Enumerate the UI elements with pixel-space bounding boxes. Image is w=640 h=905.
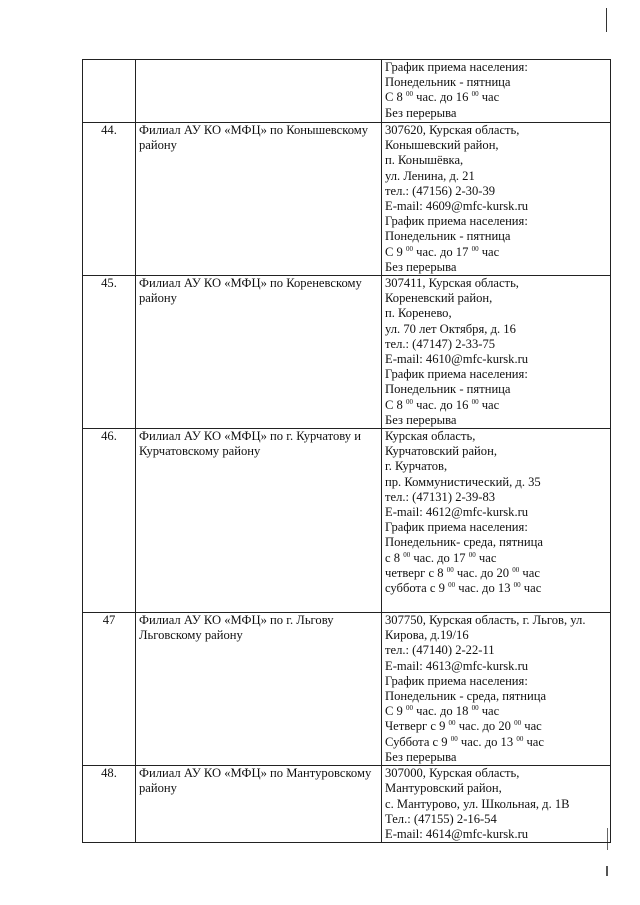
table-row bbox=[83, 613, 611, 766]
info-line: E-mail: 4612@mfc-kursk.ru bbox=[385, 505, 529, 520]
superscript-minutes: 00 bbox=[513, 581, 521, 590]
info-line: 307750, Курская область, г. Льгов, ул. Кирова, д.19/16 bbox=[385, 613, 586, 643]
row-number: 46. bbox=[83, 429, 136, 613]
info-line: ул. 70 лет Октября, д. 16 bbox=[385, 321, 516, 336]
info-line: 307000, Курская область, bbox=[385, 766, 520, 781]
info-line: График приема населения: bbox=[385, 673, 528, 688]
scan-artifact-mark bbox=[606, 866, 608, 876]
superscript-minutes: 00 bbox=[450, 734, 458, 743]
info-line: Курчатовский район, bbox=[385, 444, 497, 459]
row-number: 48. bbox=[83, 766, 136, 843]
branch-contact-info bbox=[382, 613, 611, 766]
info-line: С 8 $^{00}$ час. до 16 $^{00}$ час bbox=[385, 397, 500, 412]
branch-contact-info bbox=[382, 123, 611, 276]
info-line: График приема населения: bbox=[385, 60, 528, 74]
branch-name: Филиал АУ КО «МФЦ» по Кореневскому району bbox=[136, 276, 382, 429]
info-line: тел.: (47147) 2-33-75 bbox=[385, 336, 496, 351]
info-line: Без перерыва bbox=[385, 259, 457, 274]
info-line: Суббота с 9 $^{00}$ час. до 13 $^{00}$ час bbox=[385, 734, 544, 749]
branch-contact-info bbox=[382, 429, 611, 613]
info-line: Понедельник - пятница bbox=[385, 382, 511, 397]
info-line: ул. Ленина, д. 21 bbox=[385, 168, 475, 183]
superscript-minutes: 00 bbox=[471, 90, 479, 99]
info-line: С 8 $^{00}$ час. до 16 $^{00}$ час bbox=[385, 90, 500, 105]
info-line: 307411, Курская область, bbox=[385, 276, 519, 291]
info-line: С 9 $^{00}$ час. до 17 $^{00}$ час bbox=[385, 244, 500, 259]
superscript-minutes: 00 bbox=[471, 397, 479, 406]
info-line: Понедельник- среда, пятница bbox=[385, 535, 543, 550]
info-line: с 8 $^{00}$ час. до 17 $^{00}$ час bbox=[385, 550, 497, 565]
info-line: четверг с 8 $^{00}$ час. до 20 $^{00}$ час bbox=[385, 565, 540, 580]
info-line: График приема населения: bbox=[385, 367, 528, 382]
info-line: тел.: (47140) 2-22-11 bbox=[385, 643, 495, 658]
info-line: График приема населения: bbox=[385, 214, 528, 229]
table-row bbox=[83, 766, 611, 843]
info-line: E-mail: 4609@mfc-kursk.ru bbox=[385, 199, 529, 214]
branch-name: Филиал АУ КО «МФЦ» по г. Курчатову и Курчатовскому району bbox=[136, 429, 382, 613]
branch-contact-info bbox=[382, 766, 611, 843]
row-number: 45. bbox=[83, 276, 136, 429]
superscript-minutes: 00 bbox=[406, 90, 413, 99]
superscript-minutes: 00 bbox=[468, 550, 476, 559]
info-line: E-mail: 4610@mfc-kursk.ru bbox=[385, 352, 529, 367]
table-row bbox=[83, 123, 611, 276]
branch-contact-info bbox=[382, 60, 611, 123]
info-line: E-mail: 4614@mfc-kursk.ru bbox=[385, 826, 529, 841]
branch-name: Филиал АУ КО «МФЦ» по Конышевскому району bbox=[136, 123, 382, 276]
info-line: тел.: (47131) 2-39-83 bbox=[385, 489, 496, 504]
superscript-minutes: 00 bbox=[514, 719, 522, 728]
row-number: 47 bbox=[83, 613, 136, 766]
superscript-minutes: 00 bbox=[512, 565, 520, 574]
row-number bbox=[83, 60, 136, 123]
info-line: Без перерыва bbox=[385, 749, 457, 764]
superscript-minutes: 00 bbox=[516, 734, 524, 743]
row-number: 44. bbox=[83, 123, 136, 276]
info-line: Понедельник - пятница bbox=[385, 229, 511, 244]
superscript-minutes: 00 bbox=[406, 397, 413, 406]
scan-artifact-mark bbox=[606, 8, 607, 32]
info-line: п. Конышёвка, bbox=[385, 153, 464, 168]
info-line: пр. Коммунистический, д. 35 bbox=[385, 474, 541, 489]
mfc-branches-table bbox=[82, 59, 611, 843]
info-line: г. Курчатов, bbox=[385, 459, 448, 474]
table-row bbox=[83, 276, 611, 429]
branch-name bbox=[136, 60, 382, 123]
branch-contact-info bbox=[382, 276, 611, 429]
info-line: Мантуровский район, bbox=[385, 781, 502, 796]
info-line: Понедельник - пятница bbox=[385, 75, 511, 90]
superscript-minutes: 00 bbox=[448, 581, 456, 590]
info-line: с. Мантурово, ул. Школьная, д. 1В bbox=[385, 796, 570, 811]
info-line: суббота с 9 $^{00}$ час. до 13 $^{00}$ час bbox=[385, 581, 542, 596]
table-row bbox=[83, 429, 611, 613]
info-line: Кореневский район, bbox=[385, 291, 493, 306]
superscript-minutes: 00 bbox=[406, 704, 413, 713]
branch-name: Филиал АУ КО «МФЦ» по Мантуровскому району bbox=[136, 766, 382, 843]
info-line: Четверг с 9 $^{00}$ час. до 20 $^{00}$ час bbox=[385, 719, 542, 734]
table-body bbox=[83, 60, 611, 843]
superscript-minutes: 00 bbox=[471, 244, 479, 253]
info-line: График приема населения: bbox=[385, 520, 528, 535]
info-line: Конышевский район, bbox=[385, 138, 499, 153]
info-line: Понедельник - среда, пятница bbox=[385, 689, 547, 704]
branch-name: Филиал АУ КО «МФЦ» по г. Льгову Льговскому району bbox=[136, 613, 382, 766]
info-line: E-mail: 4613@mfc-kursk.ru bbox=[385, 658, 529, 673]
table-row bbox=[83, 60, 611, 123]
info-line: Курская область, bbox=[385, 429, 476, 444]
superscript-minutes: 00 bbox=[471, 704, 479, 713]
info-line: С 9 $^{00}$ час. до 18 $^{00}$ час bbox=[385, 704, 500, 719]
info-line: 307620, Курская область, bbox=[385, 123, 520, 137]
superscript-minutes: 00 bbox=[448, 719, 456, 728]
info-line: Без перерыва bbox=[385, 105, 457, 120]
superscript-minutes: 00 bbox=[406, 244, 413, 253]
superscript-minutes: 00 bbox=[403, 550, 411, 559]
info-line: тел.: (47156) 2-30-39 bbox=[385, 183, 496, 198]
superscript-minutes: 00 bbox=[446, 565, 454, 574]
info-line: Тел.: (47155) 2-16-54 bbox=[385, 811, 497, 826]
info-line: п. Коренево, bbox=[385, 306, 452, 321]
info-line: Без перерыва bbox=[385, 412, 457, 427]
